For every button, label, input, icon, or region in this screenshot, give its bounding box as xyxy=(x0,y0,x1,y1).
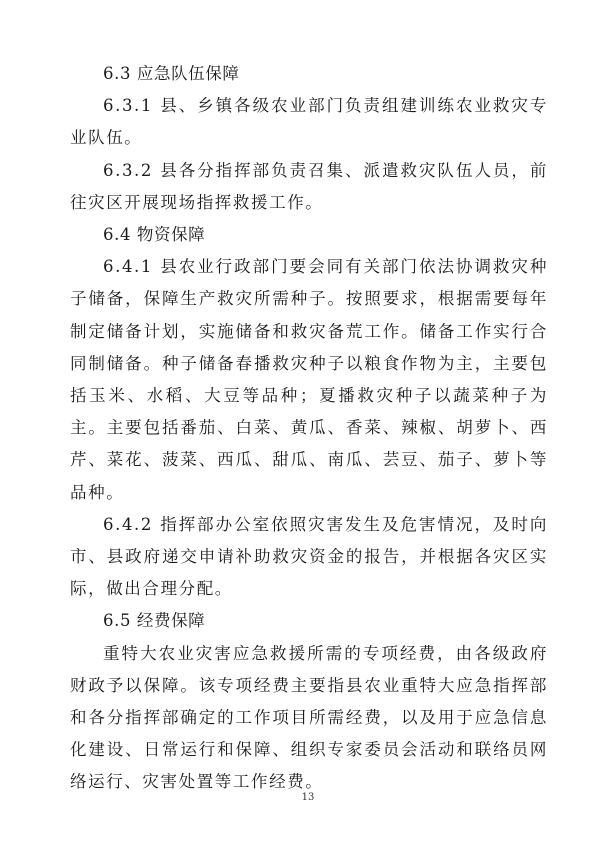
section-heading-6-3: 6.3 应急队伍保障 xyxy=(103,64,240,83)
paragraph-6-3-2: 6.3.2 县各分指挥部负责召集、派遣救灾队伍人员，前往灾区开展现场指挥救援工作。 xyxy=(70,160,548,212)
section-heading-6-4: 6.4 物资保障 xyxy=(103,225,206,245)
page-number: 13 xyxy=(301,792,315,803)
paragraph-6-3-1: 6.3.1 县、乡镇各级农业部门负责组建训练农业救灾专业队伍。 xyxy=(70,96,548,148)
paragraph-6-5: 重特大农业灾害应急救援所需的专项经费，由各级政府财政予以保障。该专项经费主要指县农业重特大应急指挥部和各分指挥部确定的工作项目所需经费，以及用于应急信息化建设、日常运行和保障、组织专家委员会活动和联络员网络运行、灾害处置等工作经费。 xyxy=(70,643,548,792)
paragraph-6-4-2: 6.4.2 指挥部办公室依照灾害发生及危害情况，及时向市、县政府递交申请补助救灾资金的报告，并根据各灾区实际，做出合理分配。 xyxy=(70,514,548,599)
section-heading-6-5: 6.5 经费保障 xyxy=(103,611,206,631)
paragraph-6-4-1: 6.4.1 县农业行政部门要会同有关部门依法协调救灾种子储备，保障生产救灾所需种子。按照要求，根据需要每年制定储备计划，实施储备和救灾备荒工作。储备工作实行合同制储备。种子储备春播救灾种子以粮食作物为主，主要包括玉米、水稻、大豆等品种；夏播救灾种子以蔬菜种子为主。主要包括番茄、白菜、黄瓜、香菜、辣椒、胡萝卜、西芹、菜花、菠菜、西瓜、甜瓜、南瓜、芸豆、茄子、萝卜等品种。 xyxy=(70,257,548,502)
document-body xyxy=(70,58,548,799)
